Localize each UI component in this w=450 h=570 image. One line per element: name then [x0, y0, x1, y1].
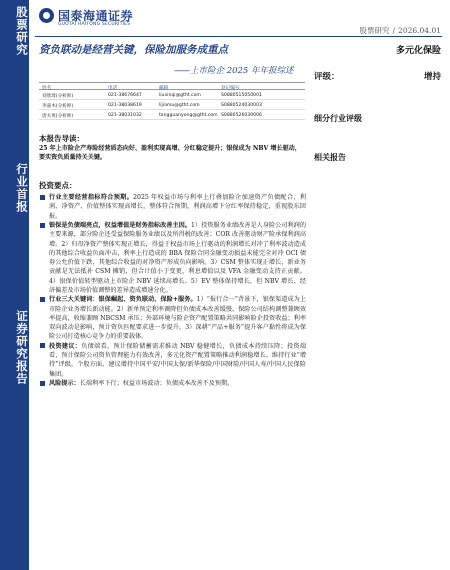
bullet-lead: 投资建议：	[49, 342, 82, 350]
header-divider	[35, 36, 442, 37]
sidebar-label-industry-first: 行业首报	[15, 163, 29, 213]
header-cell-email: 邮箱	[159, 86, 169, 91]
list-item	[40, 221, 306, 295]
rating-value: 增持	[423, 72, 441, 82]
left-sidebar	[0, 0, 29, 570]
sidebar-label-securities-report: 证券研究报告	[15, 310, 29, 385]
list-item	[40, 342, 306, 379]
company-logo	[39, 6, 132, 30]
report-subtitle: —— 上市险企 2025 年年报综述	[174, 64, 294, 76]
square-bullet-icon	[40, 381, 45, 386]
bullet-lead: 行业三大关键词：银保崛起、资负联动、保险+服务。	[49, 296, 197, 304]
analyst-email-link[interactable]: liuxinqi@gtht.com	[159, 93, 201, 98]
square-bullet-icon	[40, 223, 45, 228]
summary-text: 25 年上市险企产寿险经营质态向好、盈利实现高增、分红稳定提升；银保成为 NBV 增长驱动，要实资负质量持关关键。	[39, 145, 301, 161]
bullet-lead: 银保是负债端亮点，权益增值是财务指标改善主因。	[49, 222, 191, 230]
bullet-text: 1）“报行合一”背景下，银保渠道成为上市险企业务增长新动能。2）新单预定利率调降但负债成本改善缓慢，保险公司结构调整兼顾效率提高，收缩兼顾 NBCSM 承压；外部环境与险企资产配置策略共同影响险企投资收益；利率双向波动是影响，预计资负匹配要求进一步提升。3）深耕“产品+服务”提升客户黏性将成为保险公司打造核心竞争力的重要载体。	[49, 296, 306, 341]
related-reports-heading: 相关报告	[314, 152, 346, 162]
analyst-table-header	[39, 82, 305, 90]
analyst-phone: 021-38031032	[108, 113, 142, 118]
logo-text-cn: 国泰海通证券	[58, 9, 134, 23]
analyst-name: 刘欣琦(分析师)	[42, 94, 74, 99]
header-cell-name: 姓名	[42, 86, 52, 91]
square-bullet-icon	[40, 195, 45, 200]
logo-text-en: GUOTAI HAITONG SECURITIES	[58, 22, 131, 27]
bullet-lead: 风险提示：	[49, 380, 80, 388]
analyst-registration: S0880515050001	[221, 93, 262, 98]
table-row	[39, 110, 305, 120]
analyst-registration: S0880524030003	[221, 103, 262, 108]
list-item	[40, 379, 306, 388]
sidebar-label-stock-research: 股票研究	[15, 6, 29, 56]
rating-row	[314, 70, 441, 82]
logo-mark-icon	[39, 8, 54, 23]
header-cell-registration: 登记编号	[221, 86, 240, 91]
analyst-email-link[interactable]: lijiamu@gtht.com	[159, 103, 200, 108]
analyst-name: 唐关勇(分析师)	[42, 114, 74, 119]
list-item	[40, 193, 306, 221]
report-title: 资负联动是经营关键，保险加服务成重点	[39, 44, 228, 56]
header-meta	[360, 25, 441, 36]
analyst-registration: S0880526030006	[221, 113, 262, 118]
bullet-lead: 行业主要经营指标符合预期。	[49, 194, 134, 201]
bullet-text: 负债端看，预计保险储蓄需求推动 NBV 稳健增长，负债成本持续压降；投资端看，预计保险公司资负管理能力有效改善，多元化资产配置策略推动利润稳增长。维持行业“增持”评级。个股方面，建议增持中国平安/中国太保/新华保险/中国财险/中国人寿/中国人民保险集团。	[49, 342, 306, 378]
square-bullet-icon	[40, 297, 45, 302]
bullet-text: 1）投资服务业绩改善是人身险公司利润的主要来源，部分险企还受益保险服务业绩以及所得税的改善；COR 改善驱动财产险承保利润高增。2）归母净资产整体实现正增长，得益于权益市场上行驱动的利润增长对冲了利率波动造成的其他综合收益负面冲击，利率上行造成的 BBA 保险合同金融变动损益未能完全对冲 OCI 债券公允价值下跌，其他综合收益的对净资产形成负向影响。3）CSM 整体实现正增长，新业务贡献是无法抵补 CSM 摊销，但合计值小于变更，利息增值以及 VFA 金融变动支持正贡献。4）银保价值转型驱动上市险企 NBV 延续高增长。5）EV 整体保持增长，但 NBV 增长、经济偏差及市场价值调整的差异造成增速分化。	[49, 222, 306, 294]
bullet-text: 长端利率下行；权益市场波动；负债成本改善不及预期。	[79, 380, 234, 388]
analyst-table	[39, 82, 305, 120]
industry-name: 多元化保险	[395, 46, 441, 56]
report-date: 2026.04.01	[398, 26, 441, 35]
investment-points-heading: 投资要点：	[39, 181, 77, 190]
analyst-phone: 021-38038619	[108, 103, 142, 108]
rating-label: 评级：	[314, 72, 340, 82]
summary-heading: 本报告导读：	[39, 134, 84, 143]
report-type: 股票研究	[359, 26, 390, 35]
square-bullet-icon	[40, 343, 45, 348]
list-item	[40, 295, 306, 341]
header-cell-phone: 电话	[108, 86, 118, 91]
header-separator: /	[392, 26, 396, 35]
analyst-email-link[interactable]: tangguanyong@gtht.com	[159, 113, 218, 118]
sub-industry-rating-heading: 细分行业评级	[314, 113, 362, 123]
table-row	[39, 100, 305, 110]
analyst-name: 李嘉木(分析师)	[42, 104, 74, 109]
table-row	[39, 90, 305, 100]
bullet-text: 2025 年权益市场与利率上行叠加险企加速资产负债配合，利润、净资产、价值整体实现高增长，整体符合预期，利润高增下分红率保持稳定，重视股东回报。	[49, 194, 306, 220]
analyst-phone: 021-38676647	[108, 93, 142, 98]
investment-points-list	[40, 193, 306, 389]
